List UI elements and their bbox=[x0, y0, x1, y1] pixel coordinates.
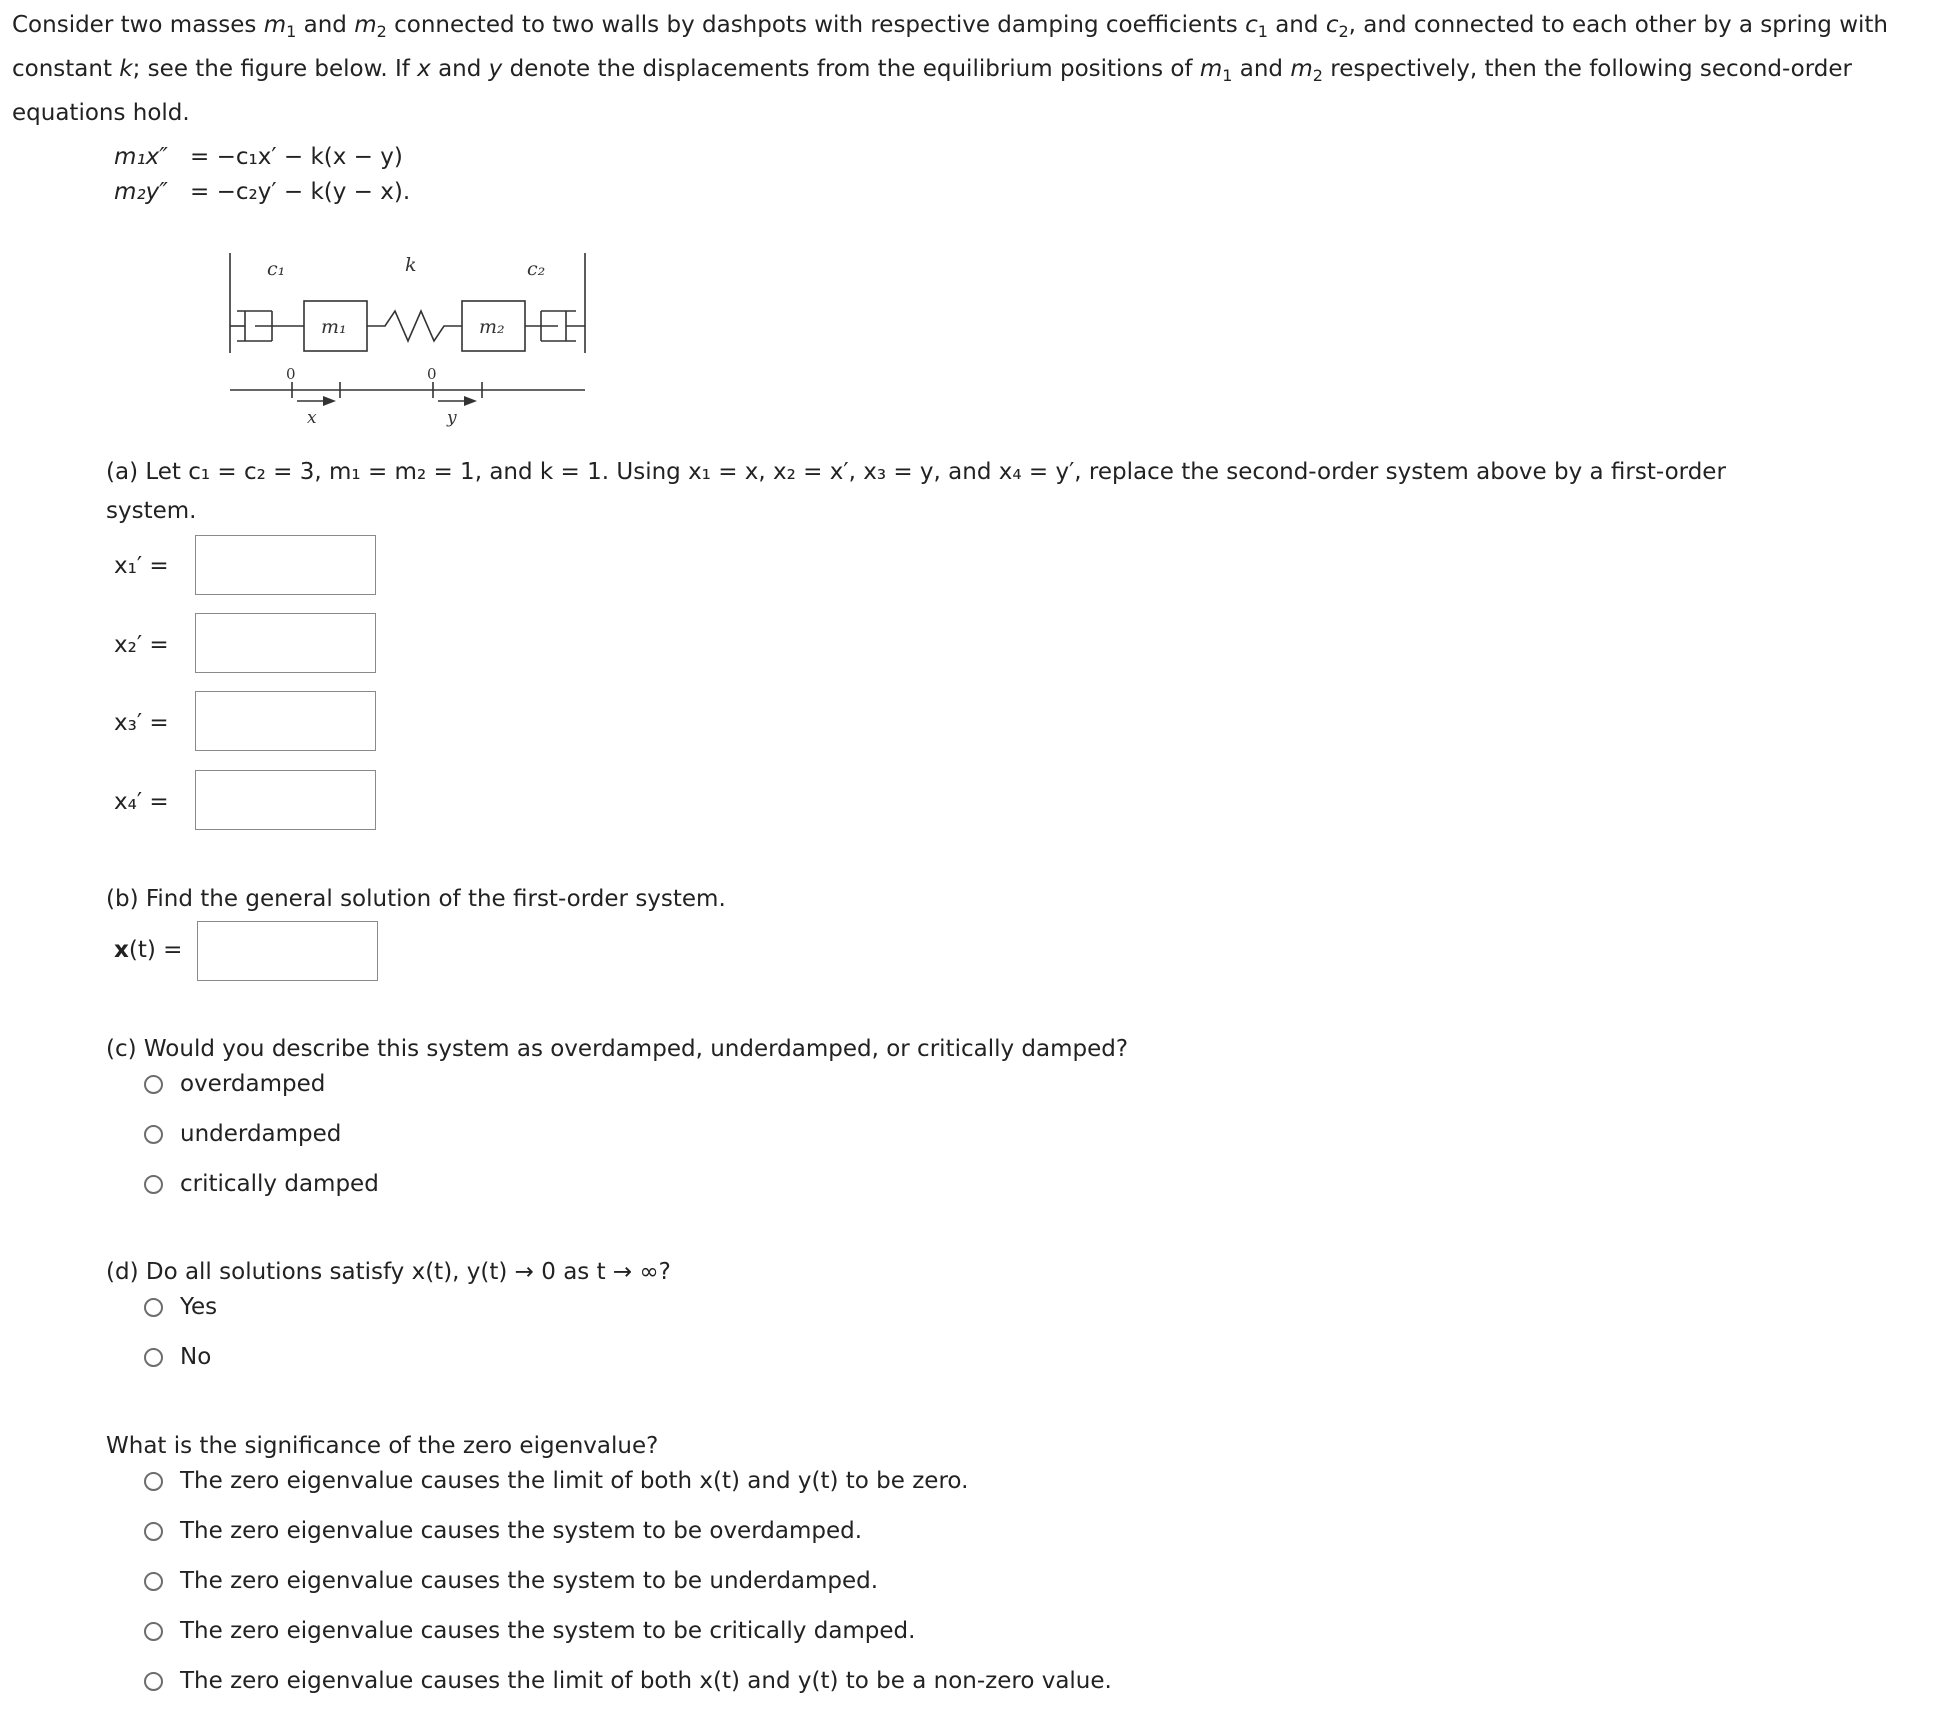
option-label: No bbox=[180, 1344, 212, 1370]
option-eig-overdamped[interactable] bbox=[144, 1514, 862, 1548]
figure-label-m2: m₂ bbox=[479, 316, 505, 338]
radio-button[interactable] bbox=[144, 1298, 163, 1317]
figure-label-c2: c₂ bbox=[527, 258, 546, 280]
option-label: Yes bbox=[180, 1294, 218, 1320]
equation-1-lhs: m₁x″ bbox=[114, 144, 168, 170]
x1-prime-label: x₁′ = bbox=[114, 553, 169, 579]
figure-zero-right: 0 bbox=[427, 365, 437, 383]
figure-label-c1: c₁ bbox=[267, 258, 286, 280]
radio-button[interactable] bbox=[144, 1175, 163, 1194]
part-a-question-line-2: system. bbox=[106, 498, 197, 524]
general-solution-input[interactable] bbox=[197, 921, 378, 981]
option-label: overdamped bbox=[180, 1071, 326, 1097]
option-label: The zero eigenvalue causes the limit of both x(t) and y(t) to be a non-zero value. bbox=[180, 1668, 1112, 1694]
x-arrow-head bbox=[323, 396, 336, 406]
zero-eigenvalue-question: What is the significance of the zero eigenvalue? bbox=[106, 1433, 659, 1459]
option-label: critically damped bbox=[180, 1171, 379, 1197]
radio-button[interactable] bbox=[144, 1522, 163, 1541]
intro-line-1: Consider two masses $m_1$ and $m_2$ connected to two walls by dashpots with respective damping coefficients $c_1$ and $c_2$, and connected to each other by a spring with bbox=[12, 12, 1889, 41]
option-underdamped[interactable] bbox=[144, 1117, 341, 1151]
equation-2-lhs: m₂y″ bbox=[114, 179, 168, 205]
part-d-question: (d) Do all solutions satisfy x(t), y(t) → 0 as t → ∞? bbox=[106, 1259, 671, 1285]
option-eig-underdamped[interactable] bbox=[144, 1564, 878, 1598]
intro-line-3: equations hold. bbox=[12, 100, 190, 126]
equation-2-rhs: = −c₂y′ − k(y − x). bbox=[190, 179, 411, 205]
option-label: underdamped bbox=[180, 1121, 342, 1147]
radio-button[interactable] bbox=[144, 1075, 163, 1094]
option-yes[interactable] bbox=[144, 1290, 217, 1324]
part-a-question: (a) Let c₁ = c₂ = 3, m₁ = m₂ = 1, and k = 1. Using x₁ = x, x₂ = x′, x₃ = y, and x₄ = y′, replace the second-order system above by a first-order bbox=[106, 459, 1726, 485]
radio-button[interactable] bbox=[144, 1572, 163, 1591]
option-overdamped[interactable] bbox=[144, 1067, 325, 1101]
option-limit-nonzero[interactable] bbox=[144, 1664, 1112, 1698]
radio-button[interactable] bbox=[144, 1472, 163, 1491]
figure-label-m1: m₁ bbox=[321, 316, 347, 338]
figure-label-y: y bbox=[447, 408, 457, 428]
equation-1-rhs: = −c₁x′ − k(x − y) bbox=[190, 144, 403, 170]
figure-label-x: x bbox=[307, 408, 317, 428]
figure-label-k: k bbox=[405, 254, 417, 276]
figure-zero-left: 0 bbox=[286, 365, 296, 383]
option-critically-damped[interactable] bbox=[144, 1167, 379, 1201]
radio-button[interactable] bbox=[144, 1348, 163, 1367]
y-arrow-head bbox=[464, 396, 477, 406]
option-label: The zero eigenvalue causes the limit of both x(t) and y(t) to be zero. bbox=[180, 1468, 969, 1494]
option-label: The zero eigenvalue causes the system to be underdamped. bbox=[180, 1568, 879, 1594]
x3-prime-input[interactable] bbox=[195, 691, 376, 751]
option-label: The zero eigenvalue causes the system to be overdamped. bbox=[180, 1518, 863, 1544]
radio-button[interactable] bbox=[144, 1672, 163, 1691]
x-of-t-label: x(t) = bbox=[114, 937, 183, 963]
x3-prime-label: x₃′ = bbox=[114, 710, 169, 736]
part-c-question: (c) Would you describe this system as overdamped, underdamped, or critically damped? bbox=[106, 1036, 1129, 1062]
radio-button[interactable] bbox=[144, 1125, 163, 1144]
intro-line-2: constant k; see the figure below. If x and y denote the displacements from the equilibrium positions of $m_1$ and $m_2$ respectively, then the following second-order bbox=[12, 56, 1853, 85]
option-label: The zero eigenvalue causes the system to be critically damped. bbox=[180, 1618, 916, 1644]
x2-prime-label: x₂′ = bbox=[114, 632, 169, 658]
option-eig-critically-damped[interactable] bbox=[144, 1614, 915, 1648]
x4-prime-input[interactable] bbox=[195, 770, 376, 830]
radio-button[interactable] bbox=[144, 1622, 163, 1641]
x2-prime-input[interactable] bbox=[195, 613, 376, 673]
x4-prime-label: x₄′ = bbox=[114, 789, 169, 815]
part-b-question: (b) Find the general solution of the first-order system. bbox=[106, 886, 726, 912]
x1-prime-input[interactable] bbox=[195, 535, 376, 595]
option-limit-zero[interactable] bbox=[144, 1464, 968, 1498]
option-no[interactable] bbox=[144, 1340, 211, 1374]
mass-spring-dashpot-figure bbox=[225, 245, 595, 435]
